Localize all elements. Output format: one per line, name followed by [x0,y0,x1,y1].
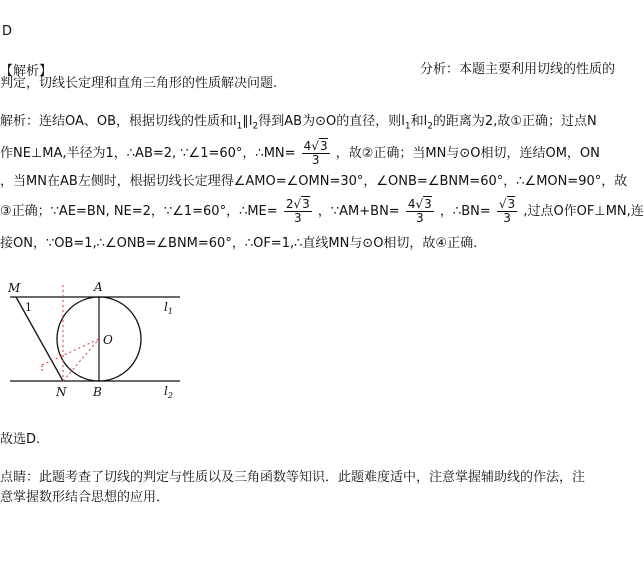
aux-segment-of [42,339,99,365]
aux-segment-on [63,339,99,381]
label-angle-1: 1 [25,301,32,314]
analysis-header: 【解析】 [0,64,53,79]
answer-letter: D [2,24,13,39]
fraction-me: $\frac{2√3}{3}$ [285,197,310,225]
label-l1: $l_1$ [164,300,173,316]
solution-line-4: ③正确；∵AE=BN, NE=2，∵∠1=60°，∴ME= $\frac{2√3}{3}$ ，∵AM+BN= $\frac{4√3}{3}$ ，∴BN= $\frac{√3}{3}$ ,过点O作OF⊥MN,连 [0,197,644,225]
analysis-summary-line-2: 判定，切线长定理和直角三角形的性质解决问题. [0,76,278,91]
label-m: M [8,281,21,295]
label-b: B [93,385,102,399]
comment-line-1: 点睛：此题考查了切线的判定与性质以及三角函数等知识．此题难度适中，注意掌握辅助线的作法，注 [0,470,586,485]
solution-line-5: 接ON，∵OB=1,∴∠ONB=∠BNM=60°，∴OF=1,∴直线MN与⊙O相切，故④正确. [0,236,478,251]
label-l2: $l_2$ [164,384,173,400]
segment-mn [16,297,63,381]
fraction-bn: $\frac{√3}{3}$ [498,197,516,225]
label-n: N [56,385,67,399]
solution-line-3: ，当MN在AB左侧时，根据切线长定理得∠AMO=∠OMN=30°，∠ONB=∠BNM=60°，∴∠MON=90°，故 [0,174,628,189]
fraction-am-bn: $\frac{4√3}{3}$ [407,197,432,225]
solution-line-2: 作NE⊥MA,半径为1，∴AB=2, ∵∠1=60°，∴MN= $\frac{4√3}{3}$ ，故②正确；当MN与⊙O相切，连结OM，ON [0,139,600,167]
comment-line-2: 意掌握数形结合思想的应用． [0,490,170,505]
label-a: A [94,280,103,294]
fraction-mn: $\frac{4√3}{3}$ [303,139,328,167]
label-o: O [103,333,113,347]
geometry-figure [0,275,190,400]
solution-line-1: 解析：连结OA、OB，根据切线的性质和$l_1\parallel l_2$得到AB为⊙O的直径，则$l_1$和$l_2$的距离为2,故①正确；过点N [0,114,597,132]
analysis-summary-line-1: 分析：本题主要利用切线的性质的 [420,62,616,77]
conclusion: 故选D. [0,432,41,447]
